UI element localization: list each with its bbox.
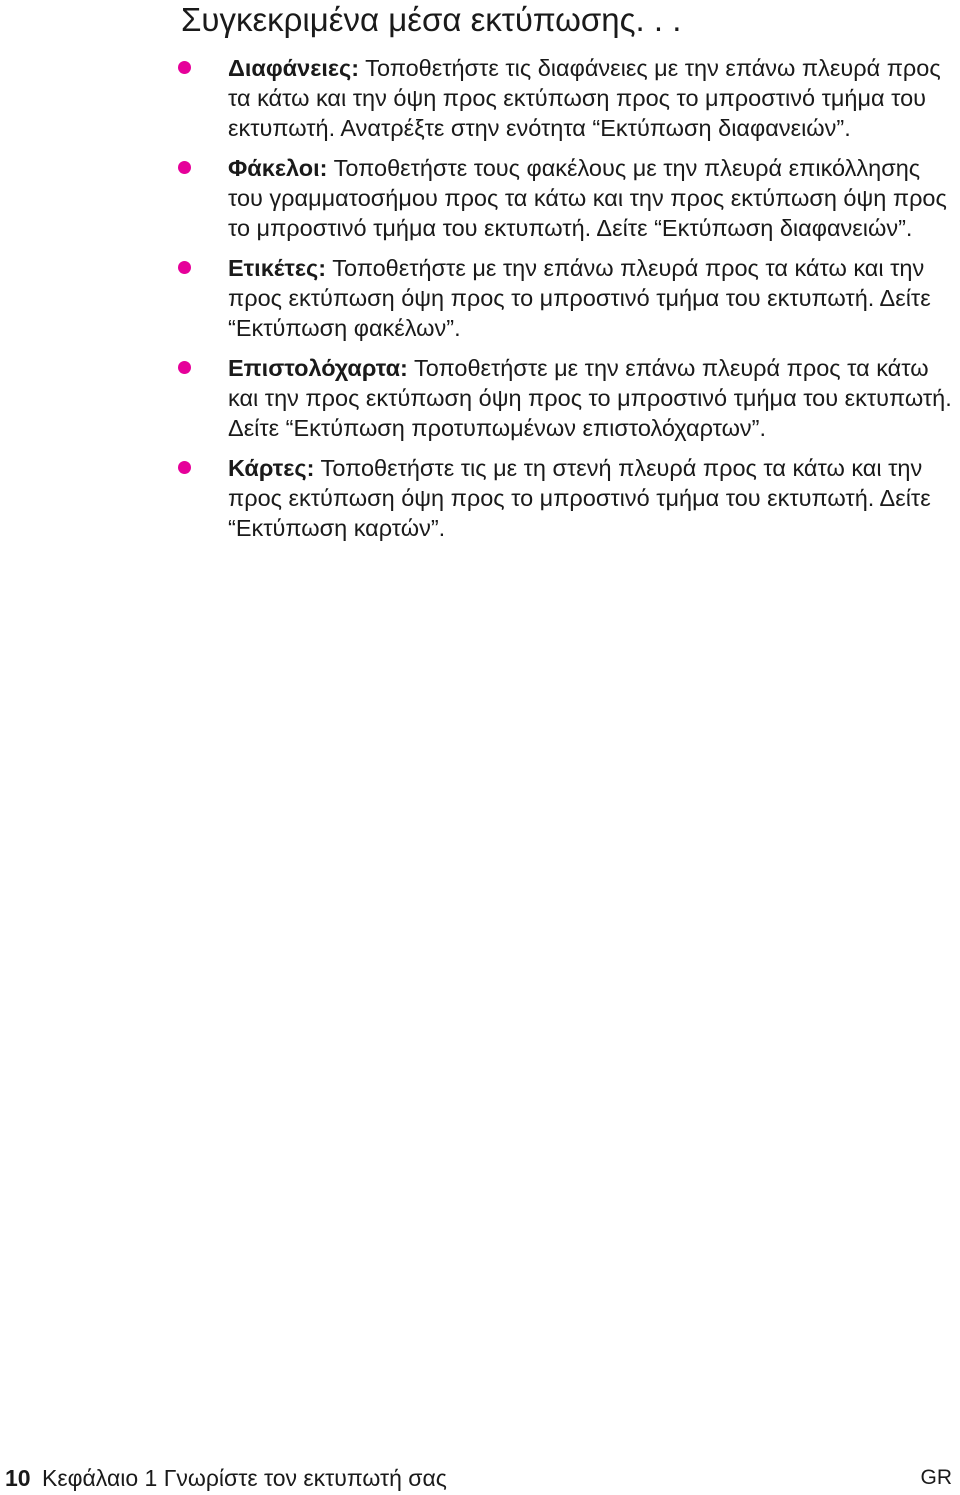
bullet-term: Ετικέτες: (228, 255, 327, 281)
footer-language-code: GR (920, 1466, 952, 1489)
bullet-term: Διαφάνειες: (228, 55, 360, 81)
footer-chapter-title: Κεφάλαιο 1 Γνωρίστε τον εκτυπωτή σας (42, 1465, 447, 1491)
bullet-dot-icon (178, 61, 191, 74)
bullet-dot-icon (178, 261, 191, 274)
page-footer (0, 1462, 960, 1494)
bullet-transparencies (0, 53, 960, 143)
bullet-text: Τοποθετήστε τις διαφάνειες με την επάνω πλευρά προς τα κάτω και την όψη προς εκτύπωση προς το μπροστινό τμήμα του εκτυπωτή. Ανατρέξτε στην ενότητα “Εκτύπωση διαφανειών”. (228, 55, 941, 141)
bullet-term: Φάκελοι: (228, 155, 328, 181)
media-bullet-list (0, 53, 960, 553)
bullet-envelopes (0, 153, 960, 243)
bullet-term: Επιστολόχαρτα: (228, 355, 408, 381)
bullet-text: Τοποθετήστε με την επάνω πλευρά προς τα κάτω και την προς εκτύπωση όψη προς το μπροστινό τμήμα του εκτυπωτή. Δείτε “Εκτύπωση προτυπωμένων επιστολόχαρτων”. (228, 355, 952, 441)
bullet-text: Τοποθετήστε τους φακέλους με την πλευρά επικόλλησης του γραμματοσήμου προς τα κάτω και την προς εκτύπωση όψη προς το μπροστινό τμήμα του εκτυπωτή. Δείτε “Εκτύπωση διαφανειών”. (228, 155, 947, 241)
bullet-term: Κάρτες: (228, 455, 315, 481)
footer-page-number: 10 (5, 1465, 31, 1491)
bullet-text: Τοποθετήστε με την επάνω πλευρά προς τα κάτω και την προς εκτύπωση όψη προς το μπροστινό τμήμα του εκτυπωτή. Δείτε “Εκτύπωση φακέλων”. (228, 255, 931, 341)
bullet-letterhead (0, 353, 960, 443)
bullet-dot-icon (178, 361, 191, 374)
bullet-dot-icon (178, 461, 191, 474)
bullet-dot-icon (178, 161, 191, 174)
bullet-labels (0, 253, 960, 343)
bullet-text: Τοποθετήστε τις με τη στενή πλευρά προς τα κάτω και την προς εκτύπωση όψη προς το μπροστινό τμήμα του εκτυπωτή. Δείτε “Εκτύπωση καρτών”. (228, 455, 931, 541)
bullet-cards (0, 453, 960, 543)
page-heading: Συγκεκριμένα μέσα εκτύπωσης. . . (181, 1, 682, 38)
